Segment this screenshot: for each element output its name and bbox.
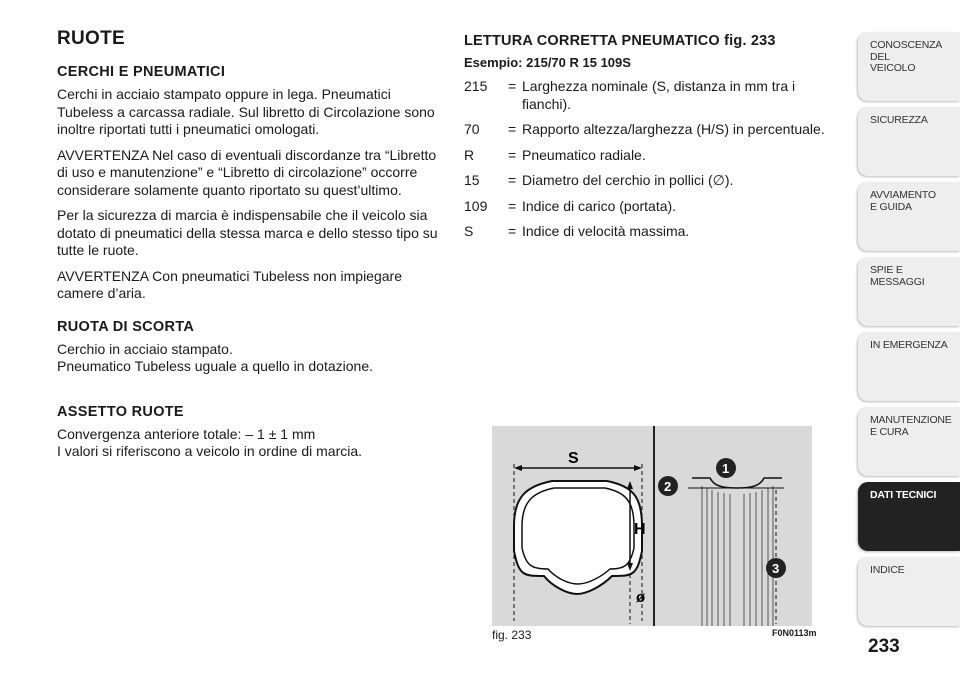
tire-figure xyxy=(492,426,812,626)
chapter-tab[interactable] xyxy=(858,257,960,326)
chapter-tab-label: MANUTENZIONE xyxy=(870,414,952,426)
svg-text:2: 2 xyxy=(664,479,672,494)
tire-definitions xyxy=(464,78,844,241)
svg-text:1: 1 xyxy=(722,461,730,476)
page-title: RUOTE xyxy=(57,28,125,49)
definition-value: Diametro del cerchio in pollici (∅). xyxy=(522,172,734,188)
label-diameter: ø xyxy=(636,589,646,606)
paragraph-spare-2: Pneumatico Tubeless uguale a quello in dotazione. xyxy=(57,358,373,374)
definition-row xyxy=(464,223,844,241)
chapter-tab-label: SICUREZZA xyxy=(870,114,928,126)
paragraph-warning-2: AVVERTENZA Con pneumatici Tubeless non impiegare camere d’aria. xyxy=(57,267,402,301)
chapter-tab-label: IN EMERGENZA xyxy=(870,339,948,351)
paragraph-warning-1: AVVERTENZA Nel caso di eventuali discordanze tra “Libretto di uso e manutenzione” e “Libretto di circolazione” occorre considerare solamente quanto riportato su quest’ultimo. xyxy=(57,146,437,198)
label-h: H xyxy=(634,521,646,538)
figure-code: F0N0113m xyxy=(772,628,817,638)
chapter-tab-label: DEL xyxy=(870,50,890,63)
chapter-tab-label: SPIE E xyxy=(870,264,903,276)
svg-text:3: 3 xyxy=(772,561,780,576)
chapter-tab-label: VEICOLO xyxy=(870,62,916,74)
chapter-tab-label: AVVIAMENTO xyxy=(870,189,936,201)
definition-value: Larghezza nominale (S, distanza in mm tra i fianchi). xyxy=(522,78,796,112)
definition-row xyxy=(464,78,844,113)
definition-equals: = xyxy=(508,223,517,239)
page-number: 233 xyxy=(868,636,900,657)
chapter-tab-label: INDICE xyxy=(870,564,905,576)
definition-equals: = xyxy=(508,197,517,214)
chapter-tab[interactable] xyxy=(858,32,960,101)
definition-equals: = xyxy=(508,172,517,188)
label-s: S xyxy=(568,450,579,467)
definition-equals: = xyxy=(508,146,517,163)
definition-row xyxy=(464,172,844,190)
paragraph-spare-1: Cerchio in acciaio stampato. xyxy=(57,340,233,357)
paragraph-rims: Cerchi in acciaio stampato oppure in lega. Pneumatici Tubeless a carcassa radiale. Sul libretto di Circolazione sono inoltre riportati tutti i pneumatici omologati. xyxy=(57,86,435,137)
chapter-tab[interactable] xyxy=(858,407,960,476)
section-title-alignment: ASSETTO RUOTE xyxy=(57,403,184,420)
definition-key: 215 xyxy=(464,78,488,94)
chapter-tab-label: DATI TECNICI xyxy=(870,489,937,501)
paragraph-safety: Per la sicurezza di marcia è indispensabile che il veicolo sia dotato di pneumatici della stessa marca e dello stesso tipo su tutte le ruote. xyxy=(57,207,438,258)
chapter-tab-label: E CURA xyxy=(870,425,909,438)
chapter-tab[interactable] xyxy=(858,332,960,401)
definition-value: Rapporto altezza/larghezza (H/S) in percentuale. xyxy=(522,121,825,137)
definition-key: R xyxy=(464,146,475,163)
definition-value: Indice di carico (portata). xyxy=(522,197,677,214)
chapter-tabs xyxy=(858,32,960,632)
section-title-spare: RUOTA DI SCORTA xyxy=(57,318,195,335)
chapter-tab-label: MESSAGGI xyxy=(870,275,925,288)
definition-key: 109 xyxy=(464,197,488,214)
chapter-tab[interactable] xyxy=(858,182,960,251)
chapter-tab-label: CONOSCENZA xyxy=(870,39,943,51)
definition-equals: = xyxy=(508,78,517,94)
chapter-tab-label: E GUIDA xyxy=(870,200,912,213)
chapter-tab[interactable] xyxy=(858,557,960,626)
chapter-tab[interactable] xyxy=(858,107,960,176)
definition-key: 15 xyxy=(464,172,480,188)
section-title-rims: CERCHI E PNEUMATICI xyxy=(57,64,226,80)
definition-row xyxy=(464,198,844,216)
chapter-tab[interactable] xyxy=(858,482,960,551)
definition-row xyxy=(464,121,844,139)
definition-value: Indice di velocità massima. xyxy=(522,223,690,239)
definition-key: S xyxy=(464,223,474,239)
tire-example: Esempio: 215/70 R 15 109S xyxy=(464,55,631,70)
paragraph-alignment-2: I valori si riferiscono a veicolo in ordine di marcia. xyxy=(57,443,363,459)
right-column xyxy=(464,33,844,249)
figure-caption: fig. 233 xyxy=(492,628,532,642)
definition-row xyxy=(464,147,844,165)
tire-reading-title: LETTURA CORRETTA PNEUMATICO fig. 233 xyxy=(464,33,776,49)
definition-value: Pneumatico radiale. xyxy=(522,146,646,163)
definition-equals: = xyxy=(508,121,517,137)
left-column xyxy=(57,28,442,469)
tire-diagram xyxy=(492,426,812,626)
definition-key: 70 xyxy=(464,121,480,137)
paragraph-alignment-1: Convergenza anteriore totale: – 1 ± 1 mm xyxy=(57,425,316,442)
